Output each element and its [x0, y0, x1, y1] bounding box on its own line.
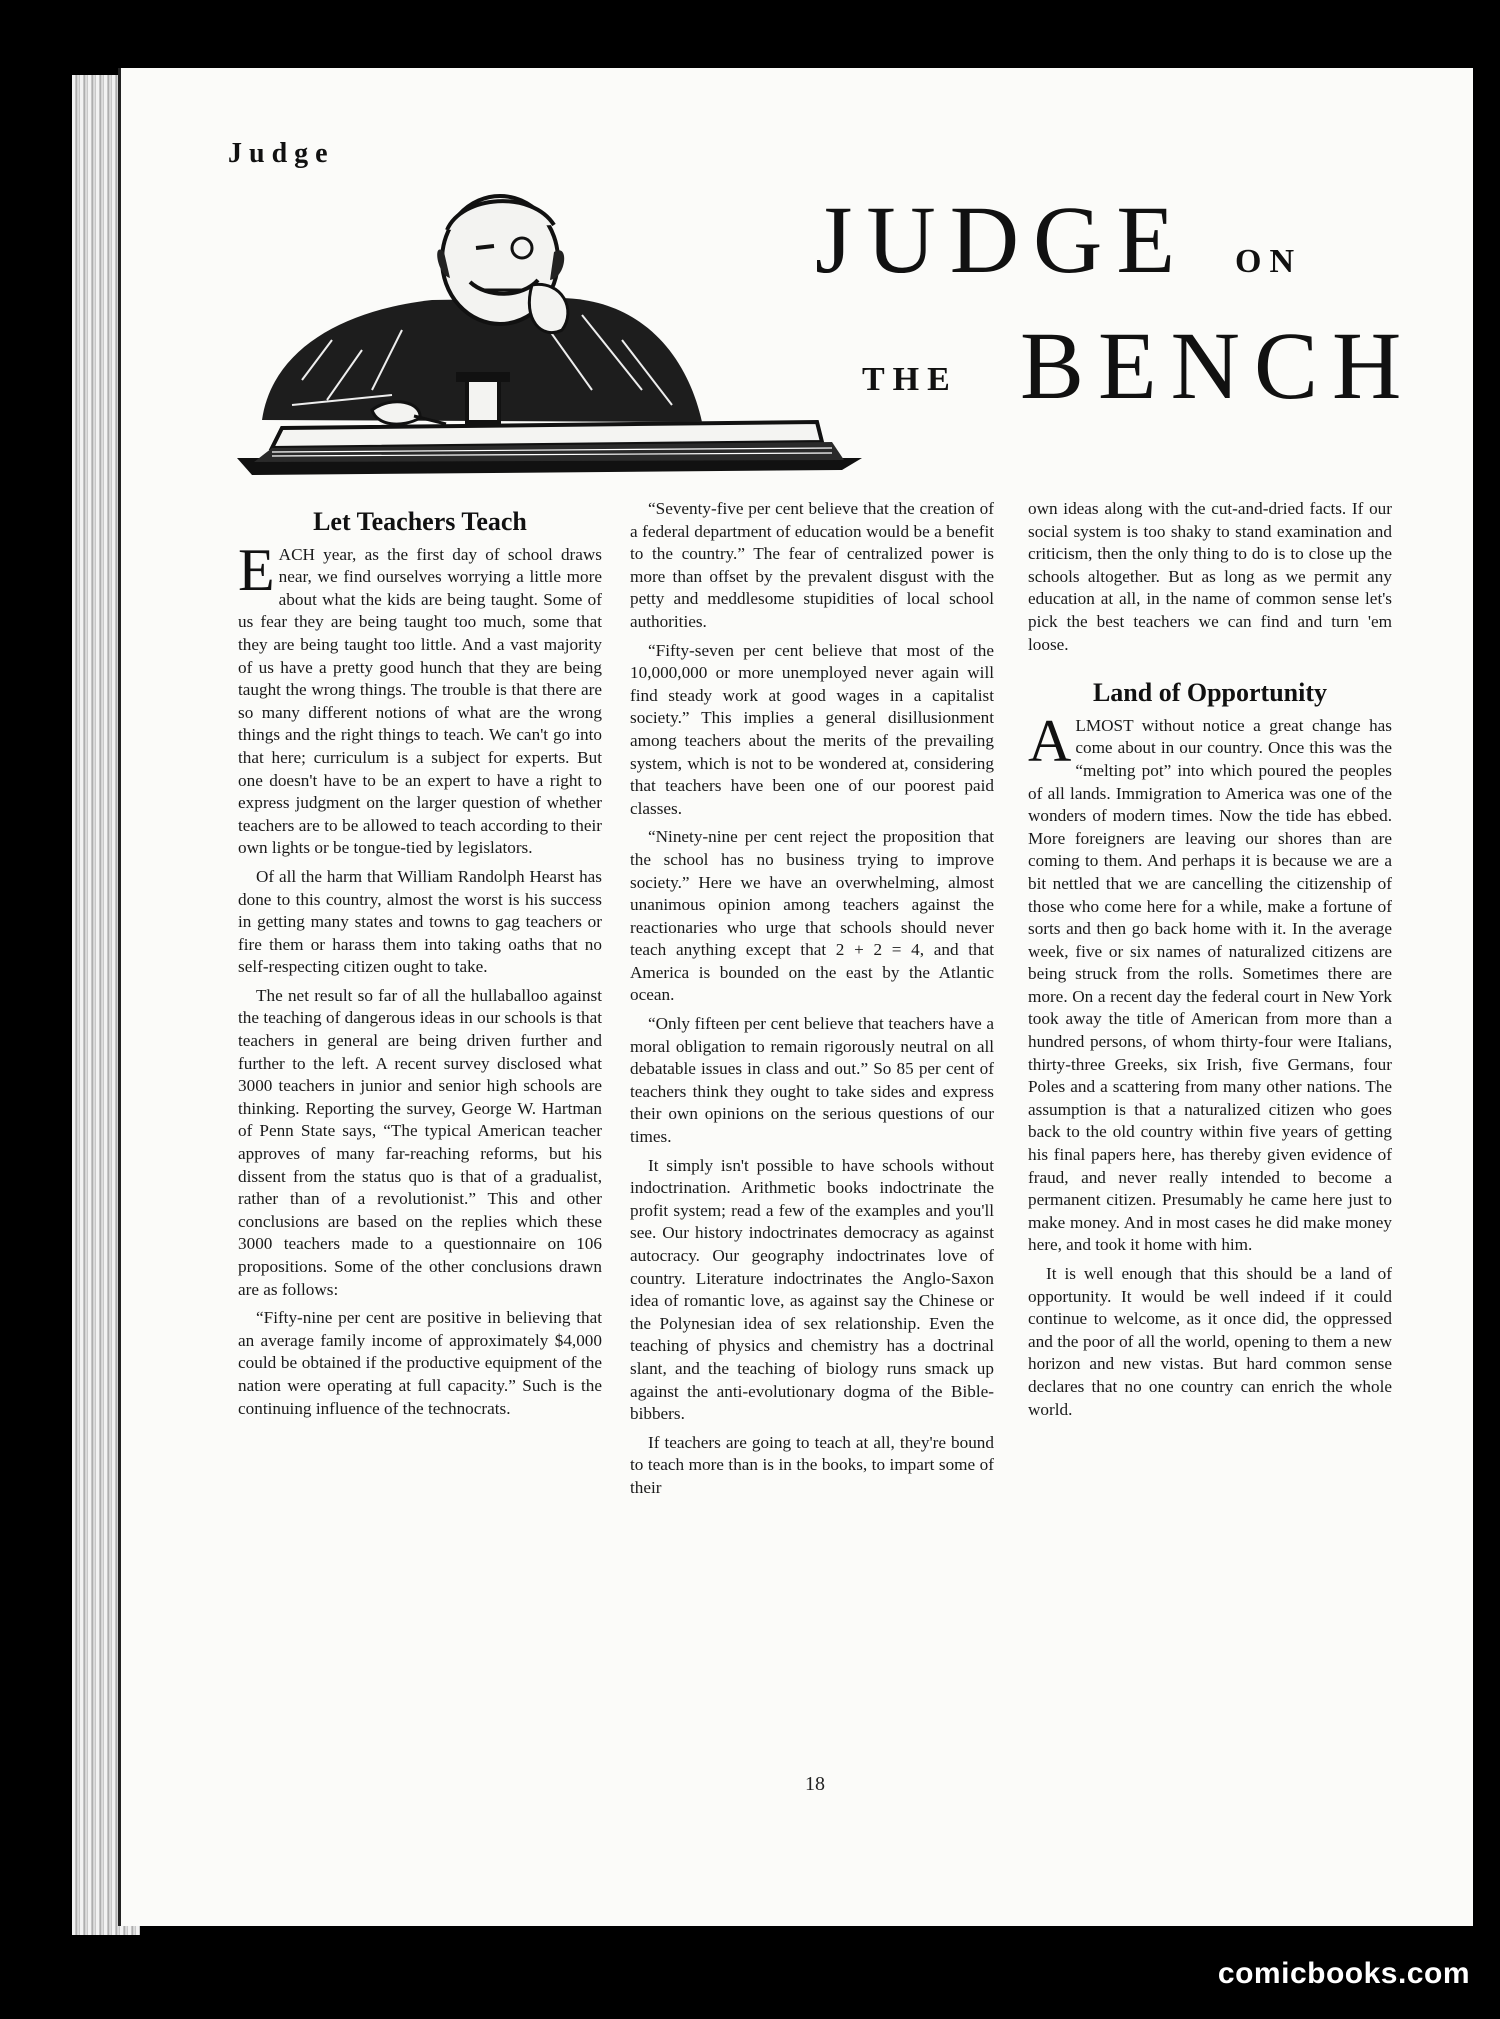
- paragraph: It simply isn't possible to have schools without indoctrination. Arithmetic books indoctrinate the profit system; read a few of the examples and you'll see. Our history indoctrinates democracy as against autocracy. Our geography indoctrinates love of country. Literature indoctrinates the Anglo-Saxon idea of romantic love, as against say the Chinese or the Polynesian idea of sex relationship. Even the teaching of physics and chemistry has a doctrinal slant, and the teaching of biology runs smack up against the anti-evolutionary dogma of the Bible-bibbers.: [630, 1155, 994, 1424]
- title-judge: JUDGE: [815, 186, 1189, 293]
- paragraph: ALMOST without notice a great change has come about in our country. Once this was the “melting pot” into which poured the peoples of all lands. Immigration to America was one of the wonders of modern times. Now the tide has ebbed. More foreigners are leaving our shores than are coming to them. And perhaps it is because we are a bit nettled that we are cancelling the citizenship of those who come here for a while, make a fortune of sorts and then go back home with it. In the average week, five or six names of naturalized citizens are being struck from the rolls. Sometimes there are more. On a recent day the federal court in New York took away the title of American from more than a hundred persons, of whom thirty-four were Italians, thirty-three Greeks, six Irish, five Germans, four Poles and a scattering from many other nations. The assumption is that a naturalized citizen who goes back to the old country within five years of getting his final papers here, has thereby given evidence of fraud, and never really intended to become a permanent citizen. Presumably he came here just to make money. And in most cases he did make money here, and took it home with him.: [1028, 707, 1392, 1255]
- column-3: [1028, 498, 1392, 1427]
- title-on: ON: [1235, 243, 1302, 280]
- paragraph: EACH year, as the first day of school draws near, we find ourselves worrying a little more about what the kids are being taught. Some of us fear they are being taught too much, some that they are being taught too little. And a vast majority of us have a pretty good hunch that they are being taught the wrong things. The trouble is that there are so many different notions of what are the wrong things and the right things to teach. We can't go into that here; curriculum is a subject for experts. But one doesn't have to be an expert to have a right to express judgment on the larger question of whether teachers are to be allowed to teach according to their own lights or be tongue-tied by legislators.: [238, 536, 602, 858]
- paragraph: It is well enough that this should be a land of opportunity. It would be well indeed if it could continue to welcome, as it once did, the oppressed and the poor of all the world, opening to them a new horizon and new vistas. But hard common sense declares that no one country can enrich the whole world.: [1028, 1264, 1392, 1419]
- paragraph: own ideas along with the cut-and-dried facts. If our social system is too shaky to stand examination and criticism, then the only thing to do is to close up the schools altogether. But as long as we permit any education at all, in the name of common sense let's pick the best teachers we can find and turn 'em loose.: [1028, 499, 1392, 654]
- drop-cap: E: [238, 536, 275, 603]
- judge-illustration: [232, 190, 872, 490]
- paragraph: “Only fifteen per cent believe that teachers have a moral obligation to remain rigorously neutral on all debatable issues in class and out.” So 85 per cent of teachers think they ought to take sides and express their own opinions on the serious questions of our times.: [630, 1014, 994, 1147]
- section-heading-teachers: Let Teachers Teach: [313, 507, 527, 536]
- column-2: [630, 498, 994, 1506]
- paragraph: “Seventy-five per cent believe that the creation of a federal department of education would be a benefit to the country.” The fear of centralized power is more than offset by the prevalent disgust with the petty and meddlesome stupidities of local school authorities.: [630, 499, 994, 631]
- paragraph: Of all the harm that William Randolph Hearst has done to this country, almost the worst is his success in getting many states and towns to gag teachers or fire them or harass them into taking oaths that no self-respecting citizen ought to take.: [238, 866, 602, 977]
- column-1: [238, 505, 602, 1426]
- paragraph: “Fifty-seven per cent believe that most of the 10,000,000 or more unemployed never again will find steady work at good wages in a capitalist society.” This implies a general disillusionment among teachers about the merits of the prevailing system, which is not to be wondered at, considering that teachers have been one of our poorest paid classes.: [630, 640, 994, 818]
- paragraph: If teachers are going to teach at all, they're bound to teach more than is in the books, to impart some of their: [630, 1432, 994, 1497]
- title-bench: BENCH: [1020, 312, 1416, 419]
- section-heading-opportunity: Land of Opportunity: [1092, 678, 1328, 708]
- paragraph: “Fifty-nine per cent are positive in believing that an average family income of approximately $4,000 could be obtained if the productive equipment of the nation were operating at full capacity.” Such is the continuing influence of the technocrats.: [238, 1308, 602, 1418]
- running-header: Judge: [228, 138, 335, 169]
- paragraph: The net result so far of all the hullaballoo against the teaching of dangerous ideas in our schools is that teachers in general are being driven further and further to the left. A recent survey disclosed what 3000 teachers in junior and senior high schools are thinking. Reporting the survey, George W. Hartman of Penn State says, “The typical American teacher approves of many far-reaching reforms, but his dissent from the status quo is that of a gradualist, rather than of a revolutionist.” This and other conclusions are based on the replies which these 3000 teachers made to a questionnaire on 106 propositions. Some of the other conclusions drawn are as follows:: [238, 985, 602, 1299]
- drop-cap: A: [1028, 707, 1072, 774]
- paragraph: “Ninety-nine per cent reject the proposition that the school has no business trying to improve society.” Here we have an overwhelming, almost unanimous opinion among teachers against the reactionaries who urge that schools should never teach anything except that 2 + 2 = 4, and that America is bounded on the east by the Atlantic ocean.: [630, 827, 994, 1005]
- title-the: THE: [862, 361, 958, 398]
- watermark-text: comicbooks.com: [1217, 1957, 1470, 1990]
- page-number: 18: [805, 1773, 825, 1795]
